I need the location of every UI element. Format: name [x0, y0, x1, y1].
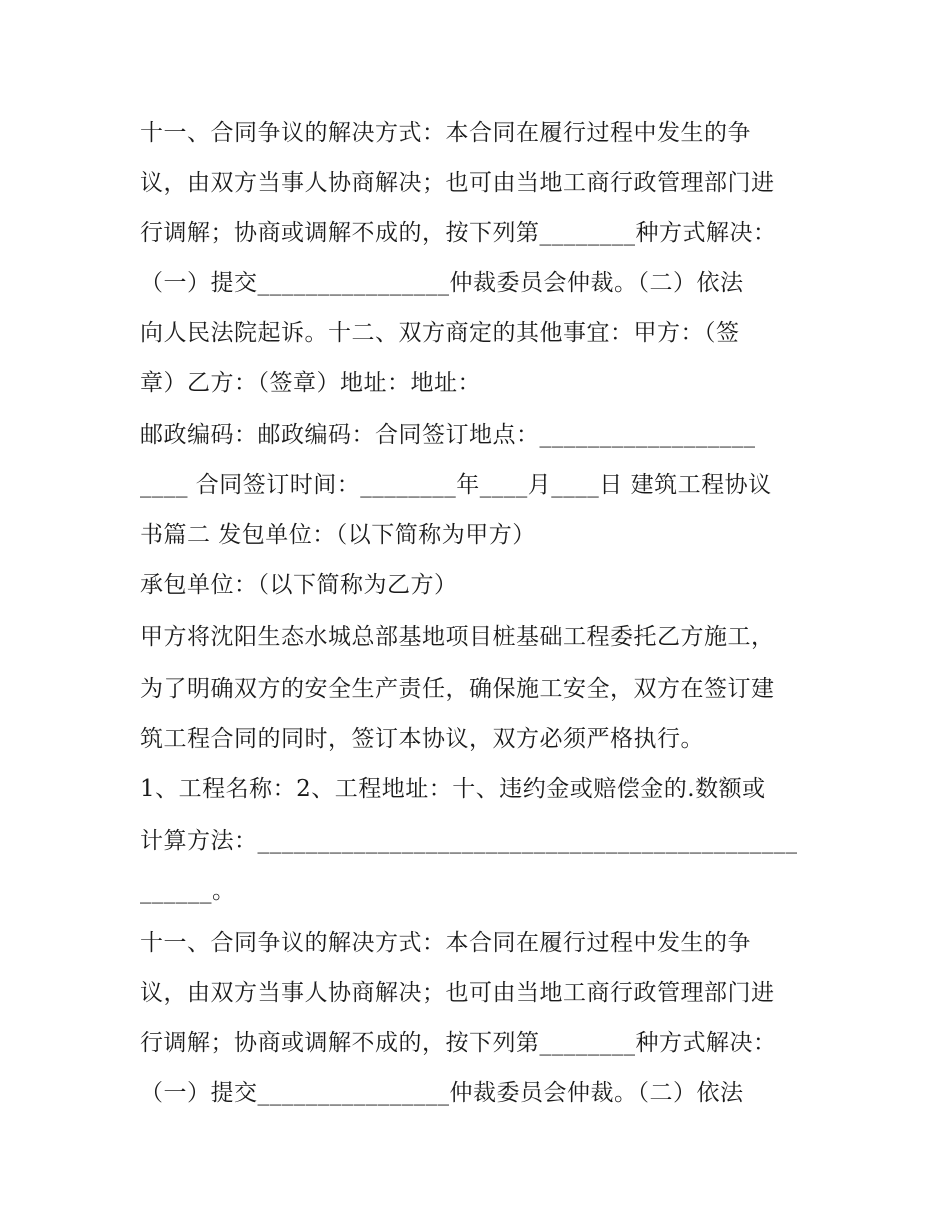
- text-line: 十一、合同争议的解决方式：本合同在履行过程中发生的争: [140, 930, 751, 956]
- text-line: ____ 合同签订时间：________年____月____日 建筑工程协议: [140, 472, 772, 498]
- text-line: 邮政编码：邮政编码：合同签订地点：__________________: [140, 422, 756, 448]
- text-line: 筑工程合同的同时，签订本协议，双方必须严格执行。: [140, 726, 704, 752]
- text-line: ______。: [140, 878, 236, 904]
- text-line: 议，由双方当事人协商解决；也可由当地工商行政管理部门进: [140, 170, 775, 196]
- text-line: （一）提交________________仲裁委员会仲裁。（二）依法: [140, 270, 744, 296]
- text-line: 议，由双方当事人协商解决；也可由当地工商行政管理部门进: [140, 980, 775, 1006]
- text-line: 1、工程名称：2、工程地址：十、违约金或赔偿金的.数额或: [140, 776, 766, 802]
- text-line: 行调解；协商或调解不成的，按下列第________种方式解决：: [140, 220, 777, 246]
- text-line: 行调解；协商或调解不成的，按下列第________种方式解决：: [140, 1030, 777, 1056]
- text-line: 承包单位：（以下简称为乙方）: [140, 572, 458, 598]
- text-line: 十一、合同争议的解决方式：本合同在履行过程中发生的争: [140, 120, 751, 146]
- text-line: 书篇二 发包单位：（以下简称为甲方）: [140, 522, 536, 548]
- text-line: （一）提交________________仲裁委员会仲裁。（二）依法: [140, 1080, 744, 1106]
- text-line: 计算方法：_____________________________________________: [140, 828, 798, 854]
- text-line: 向人民法院起诉。十二、双方商定的其他事宜：甲方：（签: [140, 320, 740, 346]
- text-line: 章）乙方：（签章）地址：地址：: [140, 370, 481, 396]
- text-line: 为了明确双方的安全生产责任，确保施工安全，双方在签订建: [140, 676, 775, 702]
- text-line: 甲方将沈阳生态水城总部基地项目桩基础工程委托乙方施工，: [140, 624, 775, 650]
